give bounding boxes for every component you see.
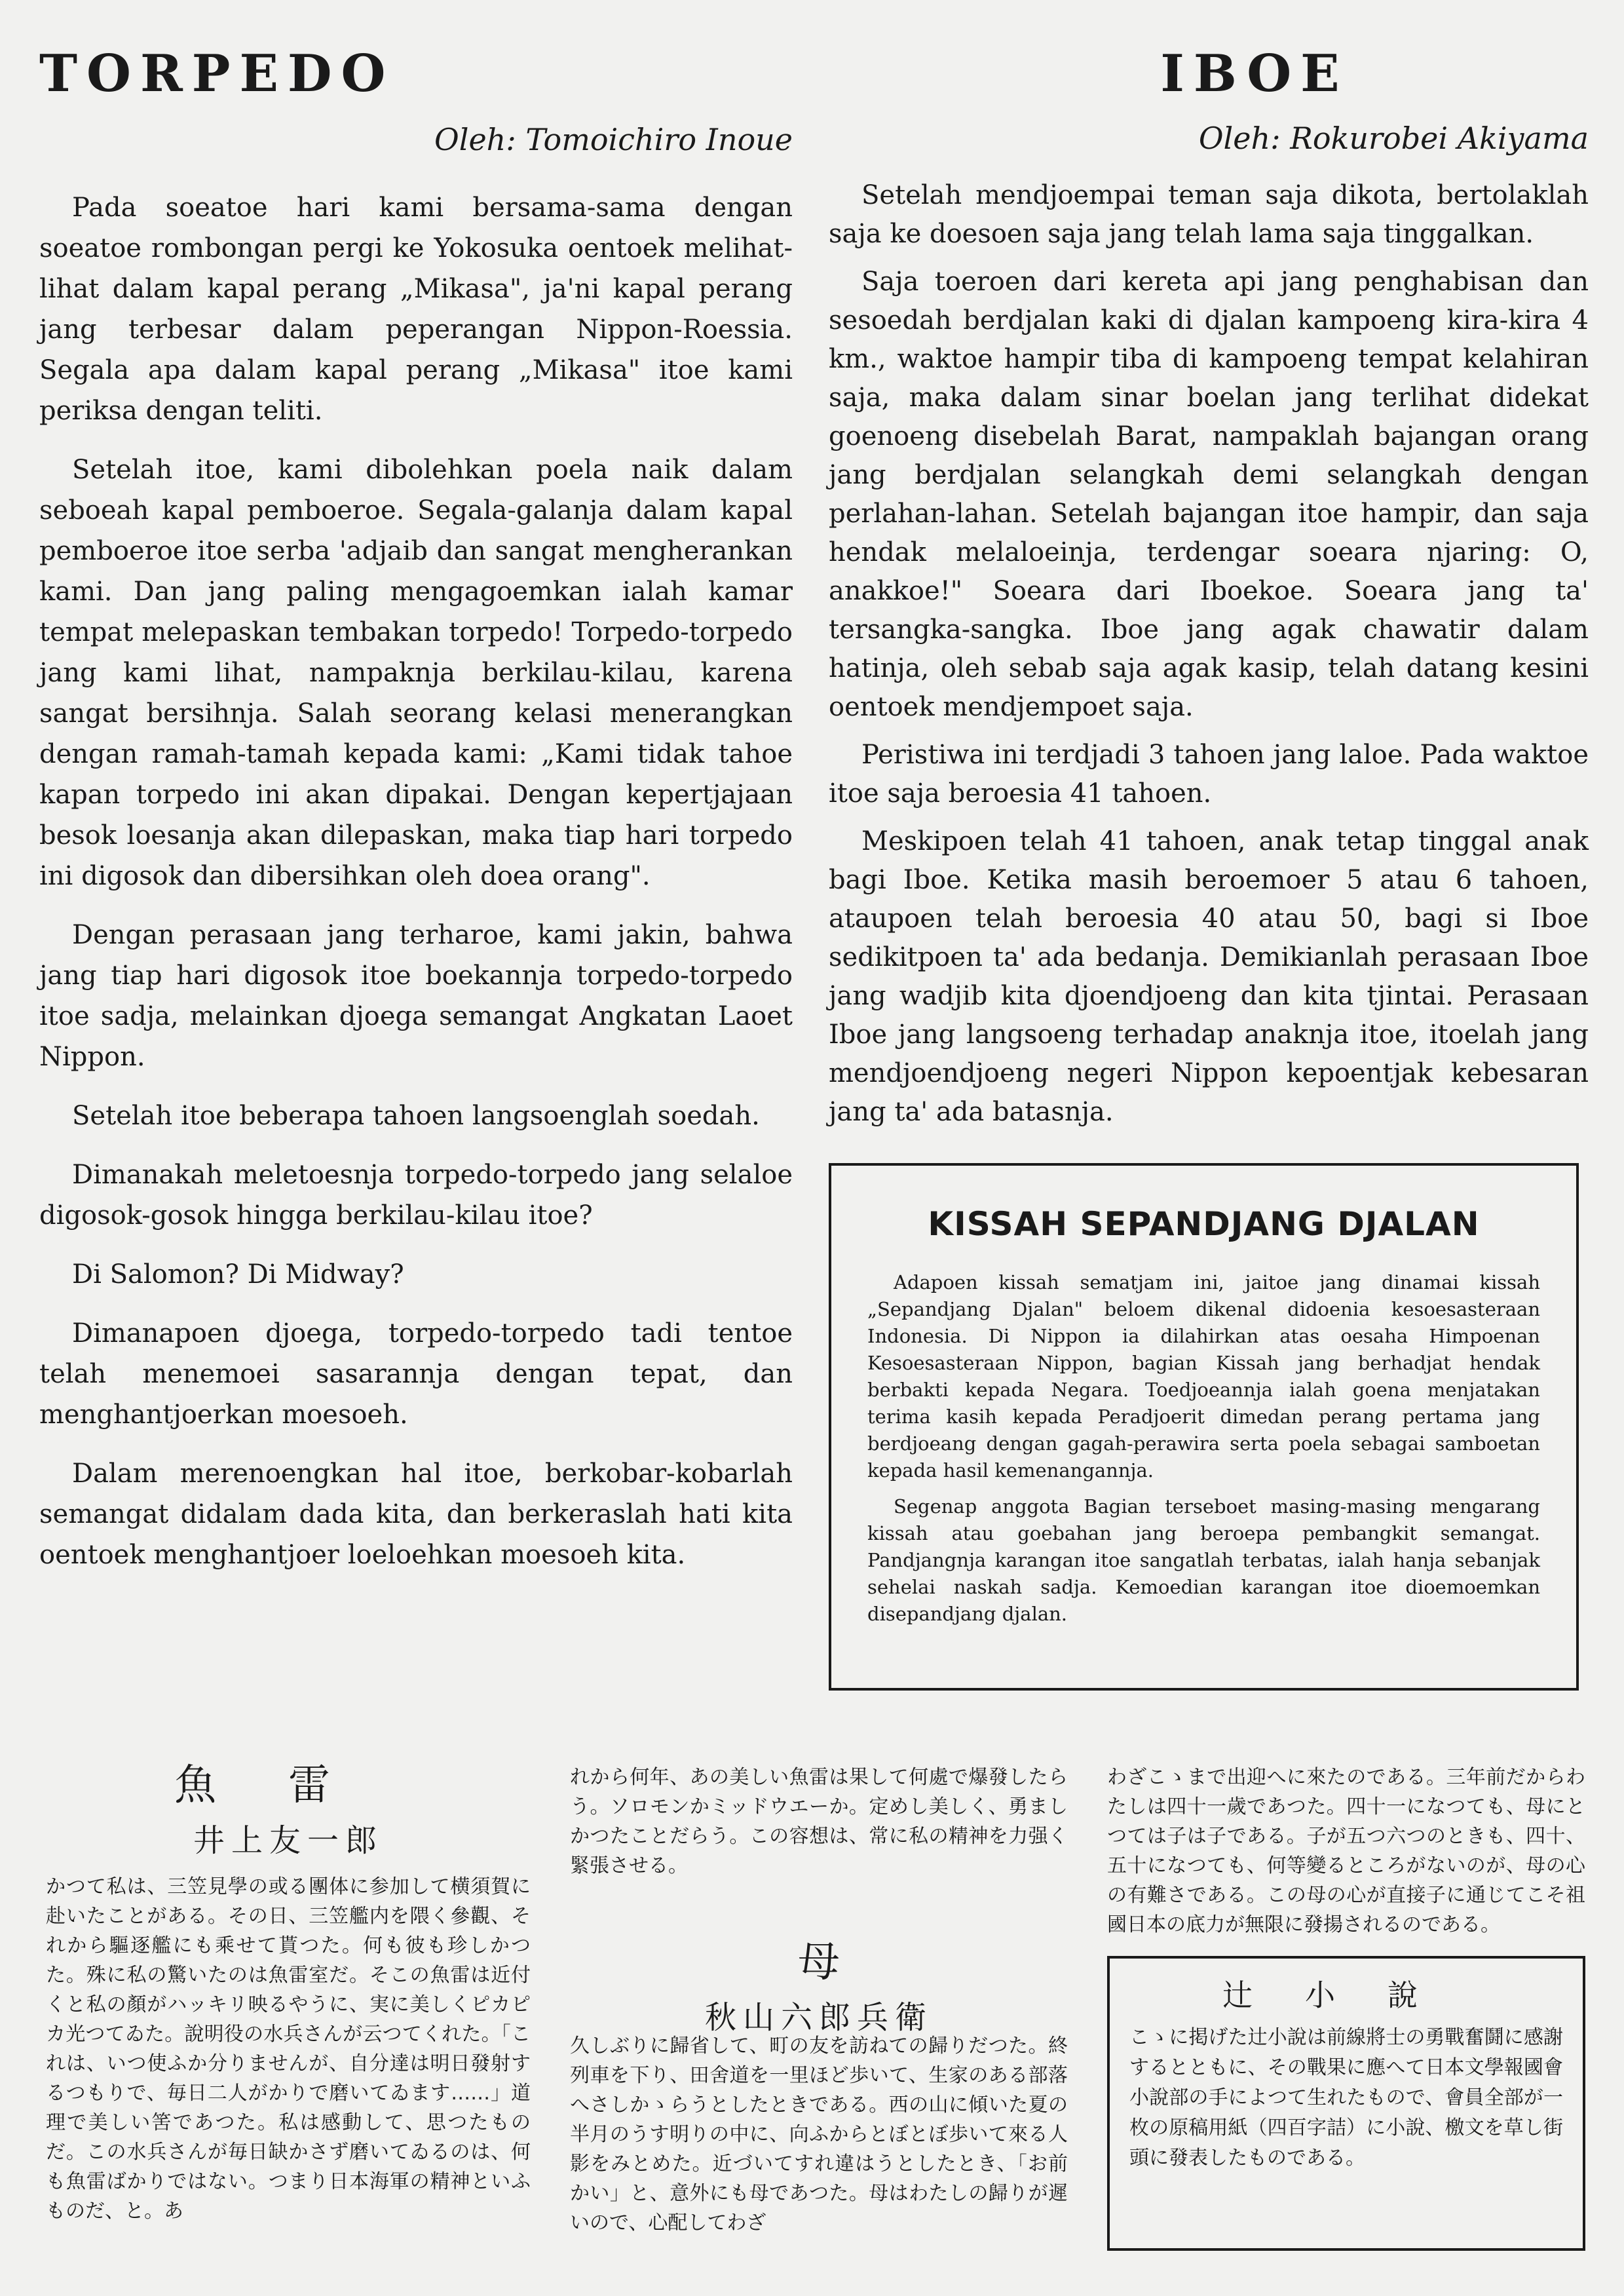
iboe-paragraph: Peristiwa ini terdjadi 3 tahoen jang laloe. Pada waktoe itoe saja beroesia 41 tahoen. (829, 739, 1589, 809)
jp-haha-text: 久しぶりに歸省して、町の友を訪ねての歸りだつた。終列車を下り、田舍道を一里ほど歩いて、生家のある部落へさしかゝらうとしたときである。西の山に傾いた夏の半月のうす明りの中に、向ふからとぼとぼ歩いて來る人影をみとめた。近づいてすれ違はうとしたとき、「お前かい」と、意外にも母であつた。母はわたしの歸りが遲いので、心配してわざ (570, 2035, 1068, 2234)
iboe-title: IBOE (1160, 44, 1349, 104)
torpedo-byline: Oleh: Tomoichiro Inoue (434, 121, 793, 157)
torpedo-article (39, 39, 793, 1594)
tsuji-info-box (1107, 1956, 1585, 2251)
jp-torpedo-title: 魚雷 (174, 1761, 402, 1810)
jp-haha-continuation (1107, 1763, 1585, 1940)
torpedo-paragraph: Di Salomon? Di Midway? (72, 1259, 404, 1290)
torpedo-paragraph: Dalam merenoengkan hal itoe, berkobar-kobarlah semangat didalam dada kita, dan berkeraslah hati kita oentoek menghantjoer loeloehkan moesoeh kita. (39, 1458, 793, 1570)
jp-torpedo-continuation (570, 1763, 1068, 1881)
iboe-paragraph: Setelah mendjoempai teman saja dikota, bertolaklah saja ke doesoen saja jang telah lama saja tinggalkan. (829, 180, 1589, 249)
torpedo-paragraph: Pada soeatoe hari kami bersama-sama dengan soeatoe rombongan pergi ke Yokosuka oentoek melihat-lihat dalam kapal perang „Mikasa", ja'ni kapal perang jang terbesar dalam peperangan Nippon-Roessia. Segala apa dalam kapal perang „Mikasa" itoe kami periksa dengan teliti. (39, 192, 793, 426)
tsuji-text: こゝに掲げた辻小說は前線將士の勇戰奮鬪に感謝するとともに、その戰果に應へて日本文學報國會小說部の手によつて生れたもので、會員全部が一枚の原稿用紙（四百字詰）に小說、檄文を草し街頭に發表したものである。 (1129, 2026, 1563, 2170)
jp-haha-title: 母 (798, 1938, 840, 1987)
iboe-byline: Oleh: Rokurobei Akiyama (1198, 120, 1589, 156)
kissah-paragraph: Adapoen kissah sematjam ini, jaitoe jang dinamai kissah „Sepandjang Djalan" beloem dikenal didoenia kesoesasteraan Indonesia. Di Nippon ia dilahirkan atas oesaha Himpoenan Kesoesasteraan Nippon, bagian Kissah jang berhadjat hendak berbakti kepada Negara. Toedjoeannja ialah goena menjatakan terima kasih kepada Peradjoerit dimedan perang pertama jang berdjoeang dengan gagah-perawira serta poela sebagai samboetan kepada hasil kemenangannja. (867, 1271, 1540, 1482)
jp-haha-article (570, 2031, 1068, 2238)
torpedo-title: TORPEDO (39, 44, 395, 104)
jp-torpedo-article (46, 1763, 531, 2226)
torpedo-paragraph: Dimanakah meletoesnja torpedo-torpedo jang selaloe digosok-gosok hingga berkilau-kilau itoe? (39, 1159, 793, 1231)
jp-torpedo-text-cont: れから何年、あの美しい魚雷は果して何處で爆發したらう。ソロモンかミッドウエーか。定めし美しく、勇ましかつたことだらう。この容想は、常に私の精神を力强く緊張させる。 (570, 1766, 1068, 1877)
tsuji-title: 辻小說 (1222, 1978, 1470, 2013)
iboe-paragraph: Meskipoen telah 41 tahoen, anak tetap tinggal anak bagi Iboe. Ketika masih beroemoer 5 atau 6 tahoen, ataupoen telah beroesia 40 atau 50, bagi si Iboe sedikitpoen ta' ada bedanja. Demikianlah perasaan Iboe jang wadjib kita djoendjoeng dan kita tjintai. Perasaan Iboe jang langsoeng terhadap anaknja itoe, itoelah jang mendjoendjoeng negeri Nippon kepoentjak kebesaran jang ta' ada batasnja. (829, 826, 1589, 1127)
torpedo-paragraph: Setelah itoe beberapa tahoen langsoenglah soedah. (72, 1100, 760, 1131)
iboe-article (829, 39, 1589, 1141)
kissah-title: KISSAH SEPANDJANG DJALAN (928, 1205, 1480, 1243)
kissah-info-box (829, 1163, 1579, 1691)
torpedo-paragraph: Dengan perasaan jang terharoe, kami jakin, bahwa jang tiap hari digosok itoe boekannja torpedo-torpedo itoe sadja, melainkan djoega semangat Angkatan Laoet Nippon. (39, 919, 793, 1072)
torpedo-paragraph: Setelah itoe, kami dibolehkan poela naik dalam seboeah kapal pemboeroe. Segala-galanja dalam kapal pemboeroe itoe serba 'adjaib dan sangat mengherankan kami. Dan jang paling mengagoemkan ialah kamar tempat melepaskan tembakan torpedo! Torpedo-torpedo jang kami lihat, nampaknja berkilau-kilau, karena sangat bersihnja. Salah seorang kelasi menerangkan dengan ramah-tamah kepada kami: „Kami tidak tahoe kapan torpedo ini akan dipakai. Dengan kepertjajaan besok loesanja akan dilepaskan, maka tiap hari torpedo ini digosok dan dibersihkan oleh doea orang". (39, 454, 793, 891)
jp-haha-text-cont: わざこゝまで出迎へに來たのである。三年前だからわたしは四十一歲であつた。四十一になつても、母にとつては子は子である。子が五つ六つのときも、四十、五十になつても、何等變るところがないのが、母の心の有難さである。この母の心が直接子に通じてこそ祖國日本の底力が無限に發揚されるのである。 (1107, 1766, 1585, 1936)
jp-haha-author: 秋山六郎兵衛 (704, 1999, 933, 2037)
jp-torpedo-text: かつて私は、三笠見學の或る團体に参加して横須賀に赴いたことがある。その日、三笠艦内を隈く參觀、それから驅逐艦にも乘せて貰つた。何も彼も珍しかつた。殊に私の驚いたのは魚雷室だ。そこの魚雷は近付くと私の顏がハッキリ映るやうに、実に美しくピカピカ光つてゐた。說明役の水兵さんが云つてくれた。「これは、いつ使ふか分りませんが、自分達は明日發射するつもりで、毎日二人がかりで磨いてゐます……」道理で美しい筈であつた。私は感動して、思つたものだ。この水兵さんが毎日缺かさず磨いてゐるのは、何も魚雷ばかりではない。つまり日本海軍の精神といふものだ、と。あ (46, 1875, 531, 2223)
jp-torpedo-author: 井上友一郎 (193, 1822, 383, 1860)
iboe-paragraph: Saja toeroen dari kereta api jang penghabisan dan sesoedah berdjalan kaki di djalan kampoeng kira-kira 4 km., waktoe hampir tiba di kampoeng tempat kelahiran saja, maka dalam sinar boelan jang terlihat didekat goenoeng disebelah Barat, nampaklah bajangan orang jang berdjalan selangkah demi selangkah dengan perlahan-lahan. Setelah bajangan itoe hampir, dan saja hendak melaloeinja, terdengar soeara njaring: O, anakkoe!" Soeara dari Iboekoe. Soeara jang ta' tersangka-sangka. Iboe jang agak chawatir dalam hatinja, oleh sebab saja agak kasip, telah datang kesini oentoek mendjempoet saja. (829, 266, 1589, 722)
kissah-paragraph: Segenap anggota Bagian terseboet masing-masing mengarang kissah atau goebahan jang beroepa pembangkit semangat. Pandjangnja karangan itoe sangatlah terbatas, ialah hanja sebanjak sehelai naskah sadja. Kemoedian karangan itoe dioemoemkan disepandjang djalan. (867, 1495, 1540, 1625)
torpedo-paragraph: Dimanapoen djoega, torpedo-torpedo tadi tentoe telah menemoei sasarannja dengan tepat, dan menghantjoerkan moesoeh. (39, 1318, 793, 1430)
